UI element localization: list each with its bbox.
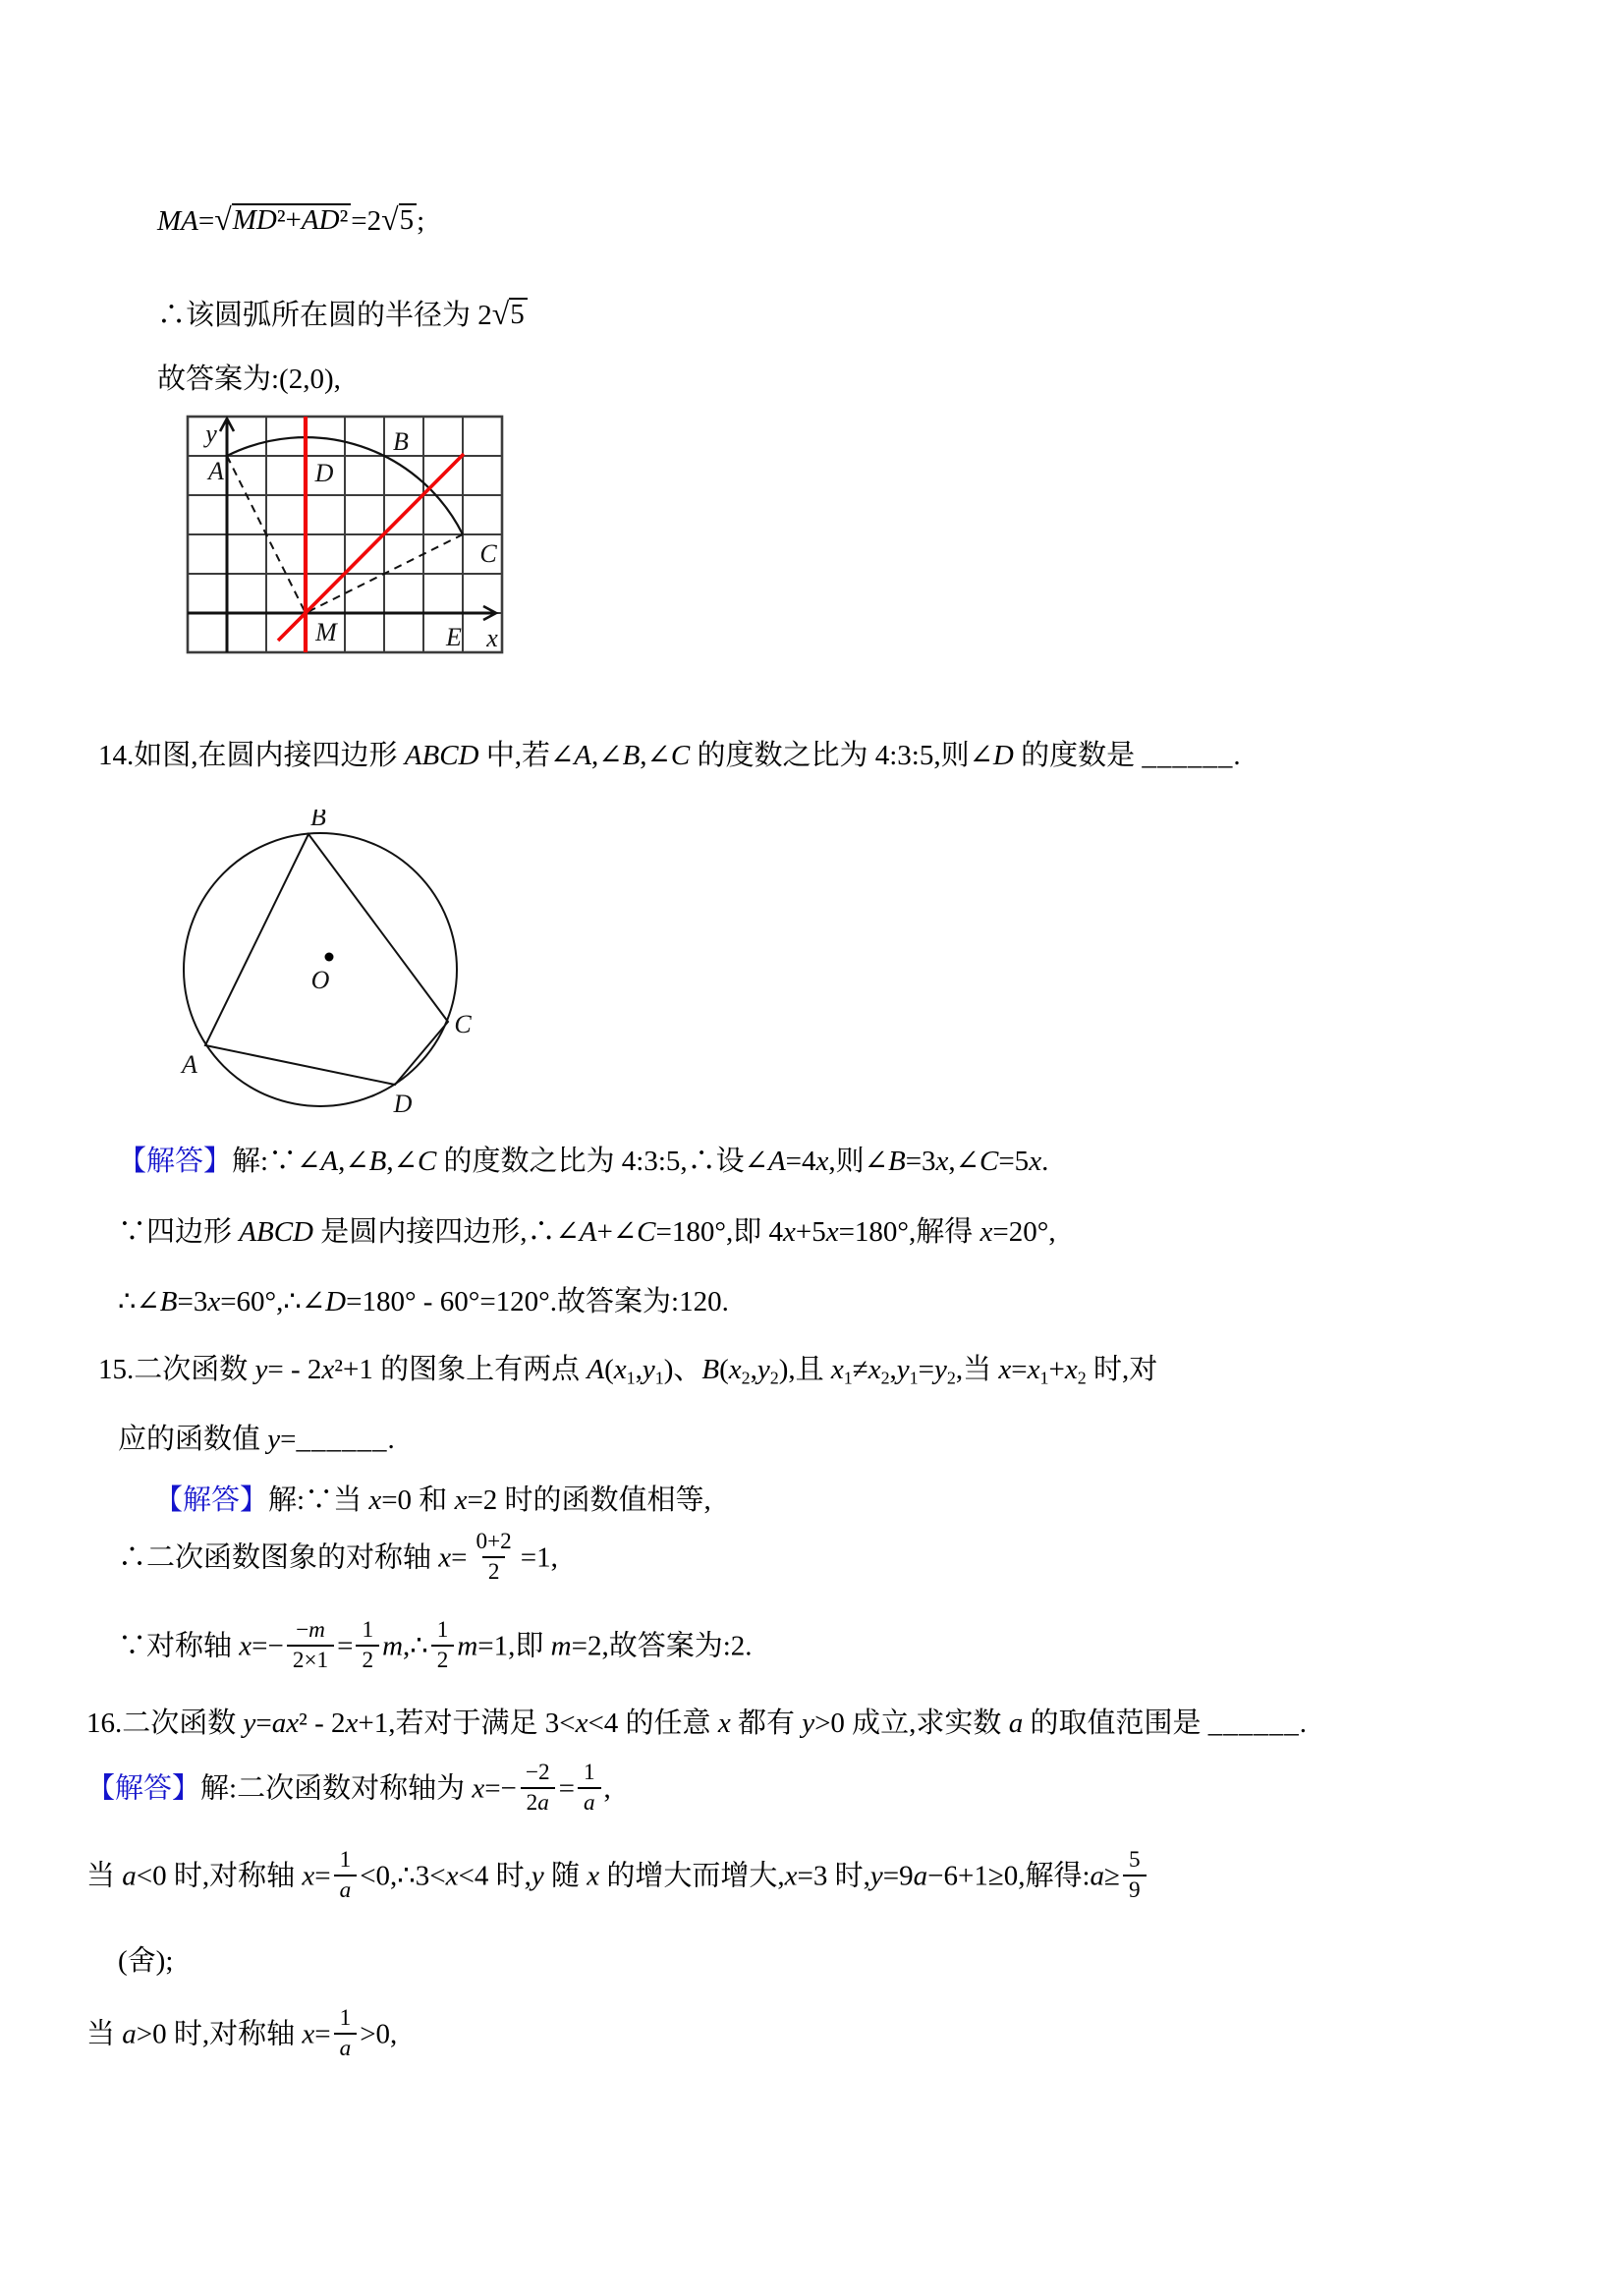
label-x-axis: x: [486, 624, 498, 652]
solution-15-line-1: 【解答】解:∵当 x=0 和 x=2 时的函数值相等,: [154, 1484, 711, 1516]
label-point-M: M: [315, 618, 337, 646]
fraction: $\frac{1}{2}$: [356, 1616, 379, 1675]
label-point-D: D: [314, 459, 334, 487]
question-15-line-1: 15.二次函数 y= - 2x²+1 的图象上有两点 $A(x_1,y_1)$、$B(x_2,y_2)$,且 $x_1\ne x_2,y_1=y_2$,当 $x=x_1+x_2$ 时,对: [98, 1354, 1158, 1388]
circle-figure: [173, 810, 479, 1126]
grid-figure: [181, 411, 509, 660]
label-point-A: A: [208, 457, 224, 485]
fraction: $\frac{1}{a}$: [578, 1759, 601, 1818]
label-point-E: E: [446, 623, 462, 651]
solution-16-line-4: 当 a>0 时,对称轴 x= $\frac{1}{a}$ >0,: [86, 2005, 398, 2061]
label-point-A: A: [182, 1050, 197, 1079]
conclusion-line-radius: ∴该圆弧所在圆的半径为 2 √ 5: [157, 297, 528, 335]
fraction: $\frac{1}{2}$: [431, 1616, 455, 1675]
answer-line-q13: 故答案为:(2,0),: [157, 364, 341, 395]
fraction: $\frac{0+2}{2}$: [476, 1529, 512, 1585]
formula-line-radius: MA= √ MD²+AD² =2 √ 5 ;: [157, 202, 425, 237]
center-dot-icon: [325, 953, 334, 962]
solution-15-line-3: ∵对称轴 x=− $\frac{-m}{2\times 1}$ = $\frac{1}{2}$ m,∴ $\frac{1}{2}$ m=1,即 m=2,故答案为:2.: [118, 1617, 753, 1673]
circle-figure-labels: [180, 810, 472, 1118]
label-point-C: C: [454, 1010, 472, 1038]
solution-16-line-2: 当 a<0 时,对称轴 x= $\frac{1}{a}$ <0,∴3<x<4 时,y 随 x 的增大而增大,x=3 时,y=9a−6+1≥0,解得:a≥ $\frac{5}{9}$: [86, 1849, 1149, 1908]
label-point-C: C: [479, 539, 497, 568]
label-point-D: D: [393, 1090, 413, 1118]
fraction: $\frac{1}{a}$: [334, 1846, 358, 1905]
radical: √ 5: [492, 298, 528, 331]
solution-14-line-1: 【解答】解:∵∠A,∠B,∠C 的度数之比为 4:3:5,∴设∠A=4x,则∠B=3x,∠C=5x.: [118, 1146, 1049, 1177]
fraction: $\frac{1}{a}$: [334, 2004, 358, 2063]
solution-14-line-3: ∴∠B=3x=60°,∴∠D=180° - 60°=120°.故答案为:120.: [118, 1286, 729, 1317]
fraction: $\frac{-m}{2\times 1}$: [287, 1616, 334, 1675]
question-14: 14.如图,在圆内接四边形 ABCD 中,若∠A,∠B,∠C 的度数之比为 4:3:5,则∠D 的度数是 ______.: [98, 740, 1241, 771]
question-16: 16.二次函数 y=ax² - 2x+1,若对于满足 3<x<4 的任意 x 都有 y>0 成立,求实数 a 的取值范围是 ______.: [86, 1708, 1307, 1739]
radical: √ 5: [381, 203, 417, 237]
grid-figure-labels: [202, 420, 498, 652]
label-y-axis: y: [205, 420, 217, 448]
solution-14-line-2: ∵四边形 ABCD 是圆内接四边形,∴∠A+∠C=180°,即 4x+5x=180°,解得 x=20°,: [118, 1216, 1056, 1248]
label-point-B: B: [310, 810, 326, 831]
radical: √ MD²+AD²: [214, 203, 351, 237]
fraction: $\frac{5}{9}$: [1123, 1846, 1147, 1905]
fraction: $\frac{-2}{2a}$: [520, 1759, 556, 1818]
label-center-O: O: [310, 966, 330, 994]
label-point-B: B: [393, 427, 409, 456]
solution-16-line-1: 【解答】解:二次函数对称轴为 x=− $\frac{-2}{2a}$ = $\frac{1}{a}$ ,: [86, 1760, 611, 1816]
question-15-line-2: 应的函数值 y=______.: [118, 1424, 395, 1455]
solution-15-line-2: ∴二次函数图象的对称轴 x= $\frac{0+2}{2}$ =1,: [118, 1529, 558, 1585]
solution-16-line-3: (舍);: [118, 1945, 174, 1977]
